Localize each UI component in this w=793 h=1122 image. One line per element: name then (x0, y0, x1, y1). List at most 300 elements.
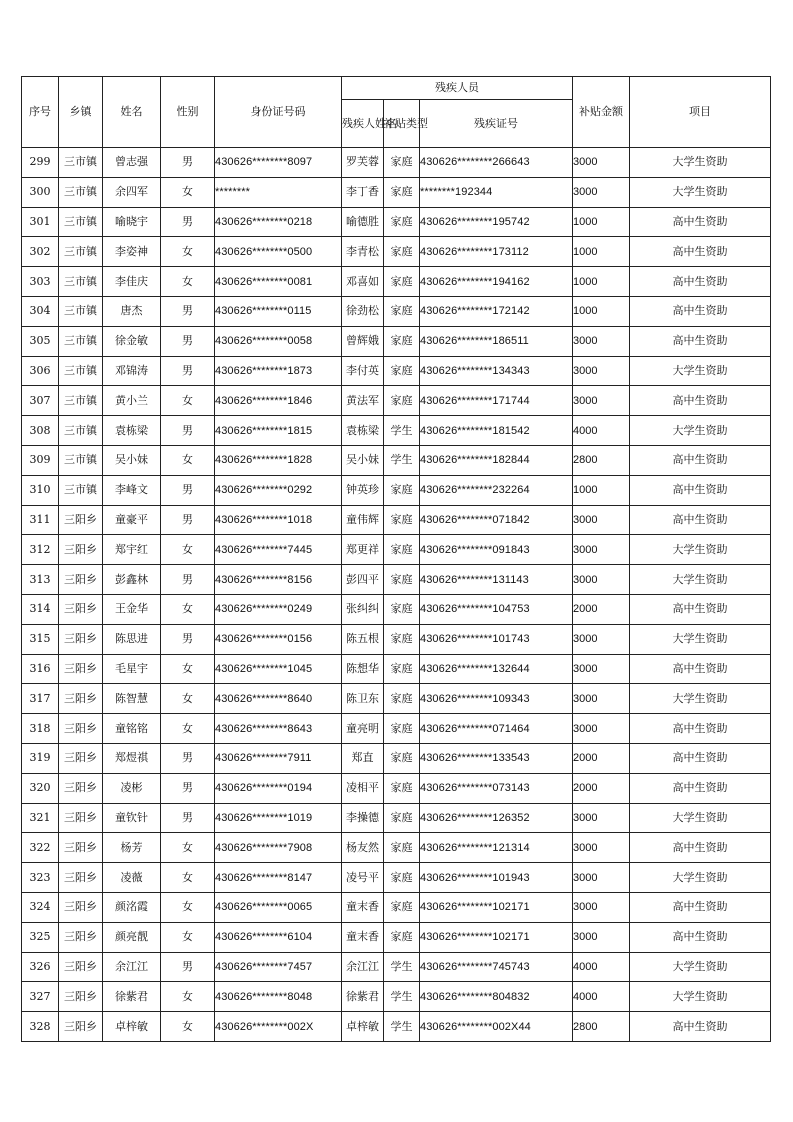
cell-township: 三阳乡 (59, 535, 103, 565)
cell-disabled-name: 陈卫东 (342, 684, 384, 714)
cell-township: 三阳乡 (59, 624, 103, 654)
cell-subsidy-type: 家庭 (384, 356, 420, 386)
cell-disability-cert: 430626********101743 (420, 624, 573, 654)
cell-project: 大学生资助 (630, 535, 771, 565)
cell-name: 李佳庆 (103, 267, 161, 297)
table-header (22, 77, 771, 148)
cell-disabled-name: 李青松 (342, 237, 384, 267)
cell-project: 高中生资助 (630, 922, 771, 952)
cell-subsidy-type: 家庭 (384, 505, 420, 535)
cell-disabled-name: 黄法军 (342, 386, 384, 416)
cell-id-number: 430626********1019 (215, 803, 342, 833)
cell-subsidy-amount: 4000 (573, 982, 630, 1012)
cell-disability-cert: ********192344 (420, 177, 573, 207)
cell-subsidy-type: 家庭 (384, 565, 420, 595)
table-row (22, 267, 771, 297)
cell-subsidy-type: 家庭 (384, 654, 420, 684)
cell-subsidy-type: 学生 (384, 416, 420, 446)
cell-subsidy-type: 家庭 (384, 863, 420, 893)
cell-disabled-name: 童伟辉 (342, 505, 384, 535)
cell-gender: 男 (161, 416, 215, 446)
cell-seq: 305 (22, 326, 59, 356)
header-seq: 序号 (22, 77, 59, 148)
cell-township: 三市镇 (59, 326, 103, 356)
table-row (22, 445, 771, 475)
cell-project: 高中生资助 (630, 833, 771, 863)
cell-subsidy-type: 家庭 (384, 624, 420, 654)
cell-name: 余四军 (103, 177, 161, 207)
cell-disabled-name: 郑更祥 (342, 535, 384, 565)
cell-seq: 319 (22, 743, 59, 773)
cell-gender: 女 (161, 863, 215, 893)
cell-gender: 男 (161, 207, 215, 237)
cell-subsidy-type: 家庭 (384, 177, 420, 207)
cell-subsidy-type: 家庭 (384, 475, 420, 505)
cell-disability-cert: 430626********102171 (420, 892, 573, 922)
cell-disability-cert: 430626********102171 (420, 922, 573, 952)
table-row (22, 326, 771, 356)
cell-township: 三阳乡 (59, 714, 103, 744)
cell-gender: 女 (161, 267, 215, 297)
cell-subsidy-amount: 1000 (573, 475, 630, 505)
cell-subsidy-amount: 3000 (573, 833, 630, 863)
cell-subsidy-amount: 4000 (573, 416, 630, 446)
cell-project: 高中生资助 (630, 892, 771, 922)
table-row (22, 177, 771, 207)
cell-subsidy-type: 家庭 (384, 743, 420, 773)
cell-name: 凌彬 (103, 773, 161, 803)
cell-subsidy-type: 家庭 (384, 296, 420, 326)
cell-id-number: 430626********1828 (215, 445, 342, 475)
cell-subsidy-amount: 3000 (573, 535, 630, 565)
cell-disability-cert: 430626********073143 (420, 773, 573, 803)
cell-disabled-name: 童亮明 (342, 714, 384, 744)
cell-subsidy-amount: 3000 (573, 505, 630, 535)
header-township: 乡镇 (59, 77, 103, 148)
cell-name: 彭鑫林 (103, 565, 161, 595)
cell-township: 三市镇 (59, 267, 103, 297)
cell-subsidy-amount: 3000 (573, 654, 630, 684)
cell-id-number: 430626********7911 (215, 743, 342, 773)
table-row (22, 743, 771, 773)
cell-township: 三阳乡 (59, 1012, 103, 1042)
cell-subsidy-type: 家庭 (384, 892, 420, 922)
cell-gender: 女 (161, 654, 215, 684)
cell-township: 三阳乡 (59, 594, 103, 624)
header-id-number: 身份证号码 (215, 77, 342, 148)
cell-seq: 315 (22, 624, 59, 654)
cell-gender: 女 (161, 684, 215, 714)
cell-disability-cert: 430626********091843 (420, 535, 573, 565)
cell-subsidy-type: 家庭 (384, 148, 420, 178)
cell-disability-cert: 430626********121314 (420, 833, 573, 863)
cell-subsidy-type: 家庭 (384, 386, 420, 416)
cell-id-number: 430626********0081 (215, 267, 342, 297)
cell-subsidy-amount: 1000 (573, 267, 630, 297)
table-row (22, 624, 771, 654)
cell-name: 凌薇 (103, 863, 161, 893)
cell-project: 高中生资助 (630, 207, 771, 237)
header-gender: 性别 (161, 77, 215, 148)
cell-id-number: 430626********7457 (215, 952, 342, 982)
table-body (22, 148, 771, 1042)
cell-disabled-name: 徐劲松 (342, 296, 384, 326)
cell-seq: 318 (22, 714, 59, 744)
cell-township: 三市镇 (59, 237, 103, 267)
cell-subsidy-amount: 3000 (573, 892, 630, 922)
cell-id-number: 430626********0500 (215, 237, 342, 267)
cell-disability-cert: 430626********126352 (420, 803, 573, 833)
table-row (22, 803, 771, 833)
cell-disability-cert: 430626********131143 (420, 565, 573, 595)
cell-id-number: 430626********1045 (215, 654, 342, 684)
cell-seq: 324 (22, 892, 59, 922)
cell-gender: 女 (161, 594, 215, 624)
cell-gender: 男 (161, 475, 215, 505)
cell-subsidy-amount: 1000 (573, 296, 630, 326)
cell-project: 大学生资助 (630, 624, 771, 654)
cell-seq: 308 (22, 416, 59, 446)
cell-gender: 女 (161, 714, 215, 744)
cell-seq: 313 (22, 565, 59, 595)
cell-disability-cert: 430626********071464 (420, 714, 573, 744)
cell-name: 颜洺霞 (103, 892, 161, 922)
cell-subsidy-amount: 2000 (573, 743, 630, 773)
cell-subsidy-type: 家庭 (384, 237, 420, 267)
cell-subsidy-amount: 2000 (573, 594, 630, 624)
cell-township: 三阳乡 (59, 952, 103, 982)
cell-township: 三阳乡 (59, 982, 103, 1012)
cell-township: 三阳乡 (59, 684, 103, 714)
cell-township: 三阳乡 (59, 863, 103, 893)
cell-seq: 327 (22, 982, 59, 1012)
cell-disabled-name: 李丁香 (342, 177, 384, 207)
cell-township: 三市镇 (59, 177, 103, 207)
cell-subsidy-amount: 3000 (573, 803, 630, 833)
table-row (22, 296, 771, 326)
header-subsidy-amount: 补贴金额 (573, 77, 630, 148)
cell-disability-cert: 430626********172142 (420, 296, 573, 326)
cell-gender: 女 (161, 892, 215, 922)
cell-seq: 320 (22, 773, 59, 803)
cell-disabled-name: 钟英珍 (342, 475, 384, 505)
cell-project: 大学生资助 (630, 803, 771, 833)
cell-disabled-name: 喻德胜 (342, 207, 384, 237)
cell-disability-cert: 430626********132644 (420, 654, 573, 684)
cell-project: 大学生资助 (630, 863, 771, 893)
cell-township: 三市镇 (59, 207, 103, 237)
cell-gender: 男 (161, 773, 215, 803)
cell-name: 郑宇红 (103, 535, 161, 565)
header-name: 姓名 (103, 77, 161, 148)
cell-project: 大学生资助 (630, 356, 771, 386)
cell-disability-cert: 430626********171744 (420, 386, 573, 416)
table-row (22, 833, 771, 863)
cell-name: 郑煜祺 (103, 743, 161, 773)
cell-seq: 300 (22, 177, 59, 207)
cell-project: 高中生资助 (630, 773, 771, 803)
cell-seq: 314 (22, 594, 59, 624)
cell-subsidy-amount: 3000 (573, 624, 630, 654)
cell-subsidy-amount: 3000 (573, 863, 630, 893)
cell-project: 高中生资助 (630, 237, 771, 267)
cell-township: 三市镇 (59, 475, 103, 505)
cell-seq: 304 (22, 296, 59, 326)
table-row (22, 356, 771, 386)
cell-subsidy-type: 家庭 (384, 922, 420, 952)
header-subsidy-type: 补贴类型 (384, 100, 420, 148)
cell-id-number: 430626********1815 (215, 416, 342, 446)
cell-id-number: 430626********002X (215, 1012, 342, 1042)
cell-subsidy-amount: 3000 (573, 386, 630, 416)
cell-project: 高中生资助 (630, 326, 771, 356)
cell-project: 高中生资助 (630, 743, 771, 773)
cell-gender: 男 (161, 326, 215, 356)
cell-subsidy-type: 家庭 (384, 535, 420, 565)
cell-gender: 女 (161, 982, 215, 1012)
cell-name: 曾志强 (103, 148, 161, 178)
cell-seq: 307 (22, 386, 59, 416)
cell-name: 童铭铭 (103, 714, 161, 744)
cell-name: 杨芳 (103, 833, 161, 863)
cell-seq: 321 (22, 803, 59, 833)
cell-seq: 299 (22, 148, 59, 178)
cell-subsidy-amount: 3000 (573, 714, 630, 744)
cell-subsidy-type: 学生 (384, 982, 420, 1012)
cell-name: 喻晓宇 (103, 207, 161, 237)
cell-disabled-name: 卓梓敏 (342, 1012, 384, 1042)
cell-subsidy-type: 家庭 (384, 684, 420, 714)
cell-disabled-name: 李操德 (342, 803, 384, 833)
cell-id-number: 430626********8643 (215, 714, 342, 744)
cell-subsidy-type: 家庭 (384, 207, 420, 237)
table-row (22, 237, 771, 267)
cell-subsidy-amount: 3000 (573, 326, 630, 356)
table-row (22, 1012, 771, 1042)
cell-township: 三阳乡 (59, 892, 103, 922)
cell-township: 三市镇 (59, 416, 103, 446)
cell-name: 童钦针 (103, 803, 161, 833)
cell-disability-cert: 430626********173112 (420, 237, 573, 267)
cell-gender: 女 (161, 833, 215, 863)
cell-subsidy-type: 家庭 (384, 803, 420, 833)
cell-id-number: 430626********8640 (215, 684, 342, 714)
cell-name: 黄小兰 (103, 386, 161, 416)
cell-project: 高中生资助 (630, 505, 771, 535)
cell-disabled-name: 陈五根 (342, 624, 384, 654)
cell-seq: 312 (22, 535, 59, 565)
cell-project: 高中生资助 (630, 1012, 771, 1042)
cell-gender: 男 (161, 148, 215, 178)
cell-disabled-name: 杨友然 (342, 833, 384, 863)
cell-project: 大学生资助 (630, 565, 771, 595)
cell-seq: 303 (22, 267, 59, 297)
cell-id-number: 430626********0156 (215, 624, 342, 654)
table-row (22, 892, 771, 922)
cell-subsidy-amount: 3000 (573, 177, 630, 207)
cell-gender: 男 (161, 803, 215, 833)
table-row (22, 148, 771, 178)
cell-seq: 311 (22, 505, 59, 535)
cell-project: 大学生资助 (630, 684, 771, 714)
cell-subsidy-type: 学生 (384, 445, 420, 475)
cell-subsidy-type: 学生 (384, 1012, 420, 1042)
cell-disabled-name: 陈想华 (342, 654, 384, 684)
cell-project: 高中生资助 (630, 386, 771, 416)
cell-disabled-name: 袁栋梁 (342, 416, 384, 446)
table-row (22, 982, 771, 1012)
cell-disabled-name: 张纠纠 (342, 594, 384, 624)
cell-township: 三阳乡 (59, 922, 103, 952)
table-row (22, 654, 771, 684)
cell-id-number: 430626********0292 (215, 475, 342, 505)
cell-township: 三阳乡 (59, 803, 103, 833)
cell-subsidy-type: 家庭 (384, 833, 420, 863)
cell-id-number: 430626********0065 (215, 892, 342, 922)
table-row (22, 714, 771, 744)
cell-subsidy-type: 家庭 (384, 326, 420, 356)
cell-project: 高中生资助 (630, 594, 771, 624)
cell-disabled-name: 凌相平 (342, 773, 384, 803)
header-disability-cert: 残疾证号 (420, 100, 573, 148)
cell-subsidy-type: 家庭 (384, 714, 420, 744)
cell-gender: 女 (161, 1012, 215, 1042)
cell-id-number: 430626********7908 (215, 833, 342, 863)
cell-disability-cert: 430626********181542 (420, 416, 573, 446)
cell-project: 大学生资助 (630, 982, 771, 1012)
cell-seq: 322 (22, 833, 59, 863)
cell-disability-cert: 430626********133543 (420, 743, 573, 773)
cell-seq: 309 (22, 445, 59, 475)
cell-id-number: 430626********7445 (215, 535, 342, 565)
cell-seq: 306 (22, 356, 59, 386)
cell-id-number: ******** (215, 177, 342, 207)
table-row (22, 535, 771, 565)
cell-name: 唐杰 (103, 296, 161, 326)
cell-disability-cert: 430626********182844 (420, 445, 573, 475)
cell-disability-cert: 430626********232264 (420, 475, 573, 505)
cell-name: 李峰文 (103, 475, 161, 505)
cell-township: 三市镇 (59, 445, 103, 475)
cell-disabled-name: 吴小妹 (342, 445, 384, 475)
cell-gender: 男 (161, 505, 215, 535)
cell-disabled-name: 曾辉娥 (342, 326, 384, 356)
cell-name: 陈思进 (103, 624, 161, 654)
table-row (22, 207, 771, 237)
subsidy-table (21, 76, 771, 1042)
cell-disability-cert: 430626********804832 (420, 982, 573, 1012)
cell-gender: 男 (161, 624, 215, 654)
cell-name: 王金华 (103, 594, 161, 624)
cell-subsidy-amount: 2800 (573, 1012, 630, 1042)
table-row (22, 684, 771, 714)
cell-id-number: 430626********8097 (215, 148, 342, 178)
cell-disability-cert: 430626********104753 (420, 594, 573, 624)
cell-name: 卓梓敏 (103, 1012, 161, 1042)
table-row (22, 922, 771, 952)
cell-township: 三阳乡 (59, 743, 103, 773)
cell-id-number: 430626********0115 (215, 296, 342, 326)
cell-disability-cert: 430626********745743 (420, 952, 573, 982)
cell-seq: 316 (22, 654, 59, 684)
cell-subsidy-amount: 4000 (573, 952, 630, 982)
cell-id-number: 430626********1846 (215, 386, 342, 416)
cell-subsidy-amount: 2800 (573, 445, 630, 475)
cell-disabled-name: 罗芙蓉 (342, 148, 384, 178)
cell-subsidy-type: 学生 (384, 952, 420, 982)
cell-subsidy-amount: 1000 (573, 237, 630, 267)
table-row (22, 565, 771, 595)
cell-disabled-name: 余江江 (342, 952, 384, 982)
cell-gender: 女 (161, 535, 215, 565)
cell-township: 三阳乡 (59, 833, 103, 863)
table-row (22, 952, 771, 982)
header-project: 项目 (630, 77, 771, 148)
cell-project: 高中生资助 (630, 267, 771, 297)
cell-disability-cert: 430626********194162 (420, 267, 573, 297)
cell-disability-cert: 430626********195742 (420, 207, 573, 237)
header-disabled-group: 残疾人员 (342, 77, 573, 100)
cell-project: 大学生资助 (630, 416, 771, 446)
cell-id-number: 430626********6104 (215, 922, 342, 952)
header-disabled-name: 残疾人姓名 (342, 100, 384, 148)
cell-disability-cert: 430626********071842 (420, 505, 573, 535)
cell-gender: 男 (161, 743, 215, 773)
cell-township: 三市镇 (59, 148, 103, 178)
cell-disabled-name: 李付英 (342, 356, 384, 386)
cell-seq: 317 (22, 684, 59, 714)
cell-id-number: 430626********8147 (215, 863, 342, 893)
cell-disabled-name: 童末香 (342, 892, 384, 922)
cell-project: 高中生资助 (630, 475, 771, 505)
cell-gender: 女 (161, 386, 215, 416)
cell-project: 大学生资助 (630, 177, 771, 207)
table-row (22, 475, 771, 505)
cell-disabled-name: 徐紫君 (342, 982, 384, 1012)
cell-id-number: 430626********0218 (215, 207, 342, 237)
cell-project: 高中生资助 (630, 445, 771, 475)
cell-id-number: 430626********8048 (215, 982, 342, 1012)
cell-seq: 326 (22, 952, 59, 982)
cell-gender: 男 (161, 356, 215, 386)
cell-disability-cert: 430626********002X44 (420, 1012, 573, 1042)
cell-name: 李姿神 (103, 237, 161, 267)
cell-disabled-name: 郑直 (342, 743, 384, 773)
cell-id-number: 430626********1018 (215, 505, 342, 535)
cell-id-number: 430626********0249 (215, 594, 342, 624)
cell-name: 徐金敏 (103, 326, 161, 356)
table-row (22, 863, 771, 893)
cell-seq: 301 (22, 207, 59, 237)
cell-disabled-name: 凌号平 (342, 863, 384, 893)
cell-gender: 男 (161, 952, 215, 982)
cell-subsidy-amount: 1000 (573, 207, 630, 237)
cell-name: 袁栋梁 (103, 416, 161, 446)
cell-disability-cert: 430626********186511 (420, 326, 573, 356)
cell-disability-cert: 430626********109343 (420, 684, 573, 714)
cell-id-number: 430626********8156 (215, 565, 342, 595)
cell-township: 三市镇 (59, 356, 103, 386)
cell-gender: 男 (161, 565, 215, 595)
cell-disability-cert: 430626********101943 (420, 863, 573, 893)
cell-disabled-name: 邓喜如 (342, 267, 384, 297)
cell-subsidy-amount: 3000 (573, 148, 630, 178)
cell-subsidy-amount: 3000 (573, 922, 630, 952)
cell-seq: 328 (22, 1012, 59, 1042)
table-row (22, 416, 771, 446)
table-row (22, 386, 771, 416)
cell-id-number: 430626********0058 (215, 326, 342, 356)
